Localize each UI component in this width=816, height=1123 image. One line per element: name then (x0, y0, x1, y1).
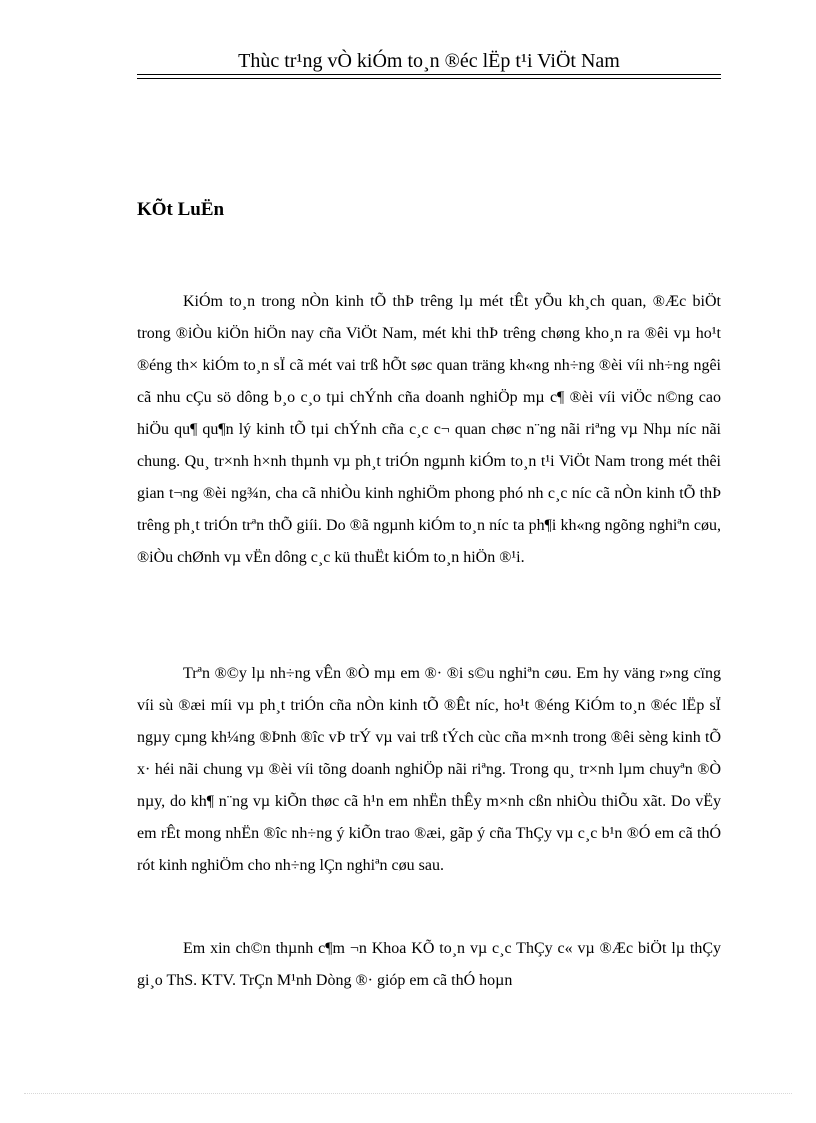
page-bottom-border (24, 1093, 792, 1094)
running-header: Thùc tr¹ng vÒ kiÓm to¸n ®éc lËp t¹i ViÖt Nam (238, 50, 620, 72)
paragraph-3: Em xin ch©n thµnh c¶m ¬n Khoa KÕ to¸n vµ c¸c ThÇy c« vµ ®Æc biÖt lµ thÇy gi¸o ThS. KTV. TrÇn M¹nh Dòng ®· gióp em cã thÓ hoµn (137, 940, 721, 989)
section-heading: KÕt LuËn (137, 199, 225, 220)
header-rule-thin (137, 78, 721, 79)
paragraph-1: KiÓm to¸n trong nÒn kinh tÕ thÞ trêng lµ mét tÊt yÕu kh¸ch quan, ®Æc biÖt trong ®iÒu kiÖn hiÖn nay cña ViÖt Nam, mét khi thÞ trêng chøng kho¸n ra ®êi vµ ho¹t ®éng th× kiÓm to¸n sÏ cã mét vai trß hÕt søc quan träng kh«ng nh÷ng ®èi víi nh÷ng ngêi cã nhu cÇu sö dông b¸o c¸o tµi chÝnh cña doanh nghiÖp mµ c¶ ®èi víi viÖc n©ng cao hiÖu qu¶ qu¶n lý kinh tÕ tµi chÝnh cña c¸c c¬ quan chøc n¨ng nãi riªng vµ Nhµ níc nãi chung. Qu¸ tr×nh h×nh thµnh vµ ph¸t triÓn ngµnh kiÓm to¸n t¹i ViÖt Nam trong mét thêi gian t¬ng ®èi ng¾n, cha cã nhiÒu kinh nghiÖm phong phó nh c¸c níc cã nÒn kinh tÕ thÞ trêng ph¸t triÓn trªn thÕ giíi. Do ®ã ngµnh kiÓm to¸n níc ta ph¶i kh«ng ngõng nghiªn cøu, ®iÒu chØnh vµ vËn dông c¸c kü thuËt kiÓm to¸n hiÖn ®¹i. (137, 293, 721, 566)
paragraph-2: Trªn ®©y lµ nh÷ng vÊn ®Ò mµ em ®· ®i s©u nghiªn cøu. Em hy väng r»ng cïng víi sù ®æi míi vµ ph¸t triÓn cña nÒn kinh tÕ ®Êt níc, ho¹t ®éng KiÓm to¸n ®éc lËp sÏ ngµy cµng kh¼ng ®Þnh ®îc vÞ trÝ vµ vai trß tÝch cùc cña m×nh trong ®êi sèng kinh tÕ x· héi nãi chung vµ ®èi víi tõng doanh nghiÖp nãi riªng. Trong qu¸ tr×nh lµm chuyªn ®Ò nµy, do kh¶ n¨ng vµ kiÕn thøc cã h¹n em nhËn thÊy m×nh cßn nhiÒu thiÕu xãt. Do vËy em rÊt mong nhËn ®îc nh÷ng ý kiÕn trao ®æi, gãp ý cña ThÇy vµ c¸c b¹n ®Ó em cã thÓ rót kinh nghiÖm cho nh÷ng lÇn nghiªn cøu sau. (137, 665, 721, 874)
header-rule-thick (137, 74, 721, 75)
